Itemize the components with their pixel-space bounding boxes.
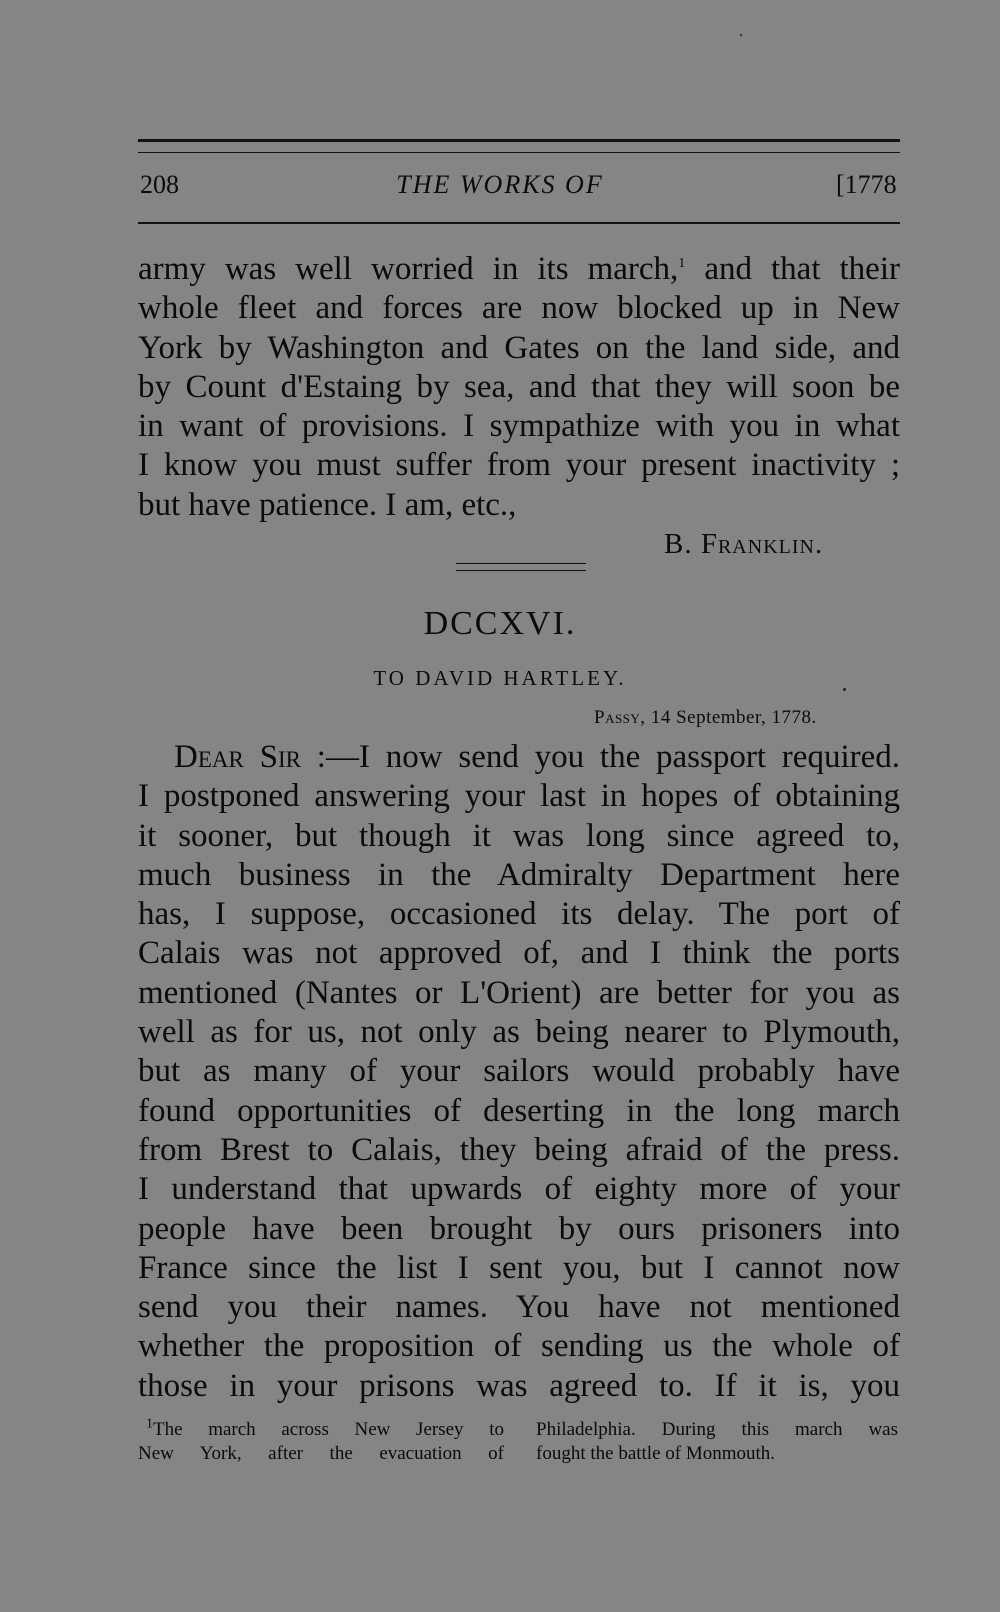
signature xyxy=(664,527,823,561)
text-line: from Brest to Calais, they being afraid of the press. xyxy=(138,1131,900,1168)
footnote-left-column xyxy=(138,1418,504,1466)
text-line: I know you must suffer from your present inactivity ; xyxy=(138,447,900,484)
page-number: 208 xyxy=(140,170,179,199)
separator-rule-top xyxy=(456,563,586,564)
text-line: send you their names. You have not mentioned xyxy=(138,1289,900,1326)
letter-date: 14 September, 1778. xyxy=(650,707,817,728)
footnote-marker: 1 xyxy=(146,1416,153,1432)
letter-dateline xyxy=(594,707,817,729)
header-rule xyxy=(138,222,900,224)
salutation: Dear Sir xyxy=(174,739,301,775)
text-line: but as many of your sailors would probably have xyxy=(138,1053,900,1090)
text-line: Dear Sir :—I now send you the passport required. xyxy=(174,739,900,775)
letter-place: Passy, xyxy=(594,707,646,728)
text-line: I postponed answering your last in hopes of obtaining xyxy=(138,778,900,815)
text-line: York by Washington and Gates on the land side, and xyxy=(138,329,900,366)
signature-initial: B. xyxy=(664,528,693,560)
text-line: whether the proposition of sending us the whole of xyxy=(138,1328,900,1365)
stray-dot xyxy=(843,688,846,691)
text-line: army was well worried in its march,$^1$ and that their xyxy=(138,251,900,287)
letter-number: DCCXVI. xyxy=(423,605,577,642)
text-line: whole fleet and forces are now blocked up in New xyxy=(138,290,900,327)
separator-rule-bottom xyxy=(456,570,586,571)
continuation-text xyxy=(138,250,900,525)
text-line: well as for us, not only as being nearer to Plymouth, xyxy=(138,1014,900,1051)
footnote-line: $^1$The march across New Jersey to xyxy=(146,1416,504,1440)
letter-recipient: TO DAVID HARTLEY. xyxy=(373,666,627,690)
footnote-right-column xyxy=(536,1418,898,1466)
text-line: Calais was not approved of, and I think the ports xyxy=(138,935,900,972)
text-line: found opportunities of deserting in the long march xyxy=(138,1092,900,1129)
footnote-ref: 1 xyxy=(678,256,686,271)
text-line: people have been brought by ours prisoners into xyxy=(138,1210,900,1247)
signature-name: Franklin. xyxy=(700,528,824,560)
text-line: those in your prisons was agreed to. If it is, you xyxy=(138,1367,900,1404)
text-line: in want of provisions. I sympathize with you in what xyxy=(138,408,900,445)
text-line: I understand that upwards of eighty more of your xyxy=(138,1171,900,1208)
text-line: by Count d'Estaing by sea, and that they will soon be xyxy=(138,368,900,405)
letter-body xyxy=(138,738,900,1406)
text-line: it sooner, but though it was long since agreed to, xyxy=(138,817,900,854)
text-line: mentioned (Nantes or L'Orient) are better for you as xyxy=(138,974,900,1011)
running-year: [1778 xyxy=(836,170,897,199)
running-title: THE WORKS OF xyxy=(396,170,604,199)
footnote-line: fought the battle of Monmouth. xyxy=(536,1443,776,1464)
top-rule-thin xyxy=(138,152,900,153)
text-line: but have patience. I am, etc., xyxy=(138,486,517,523)
text-line: France since the list I sent you, but I cannot now xyxy=(138,1249,900,1286)
text-line: has, I suppose, occasioned its delay. The port of xyxy=(138,896,900,933)
footnote-line: New York, after the evacuation of xyxy=(138,1443,504,1464)
text-line: much business in the Admiralty Department here xyxy=(138,856,900,893)
footnote-line: Philadelphia. During this march was xyxy=(536,1419,898,1440)
stray-dot xyxy=(740,34,742,36)
top-rule-thick xyxy=(138,139,900,142)
